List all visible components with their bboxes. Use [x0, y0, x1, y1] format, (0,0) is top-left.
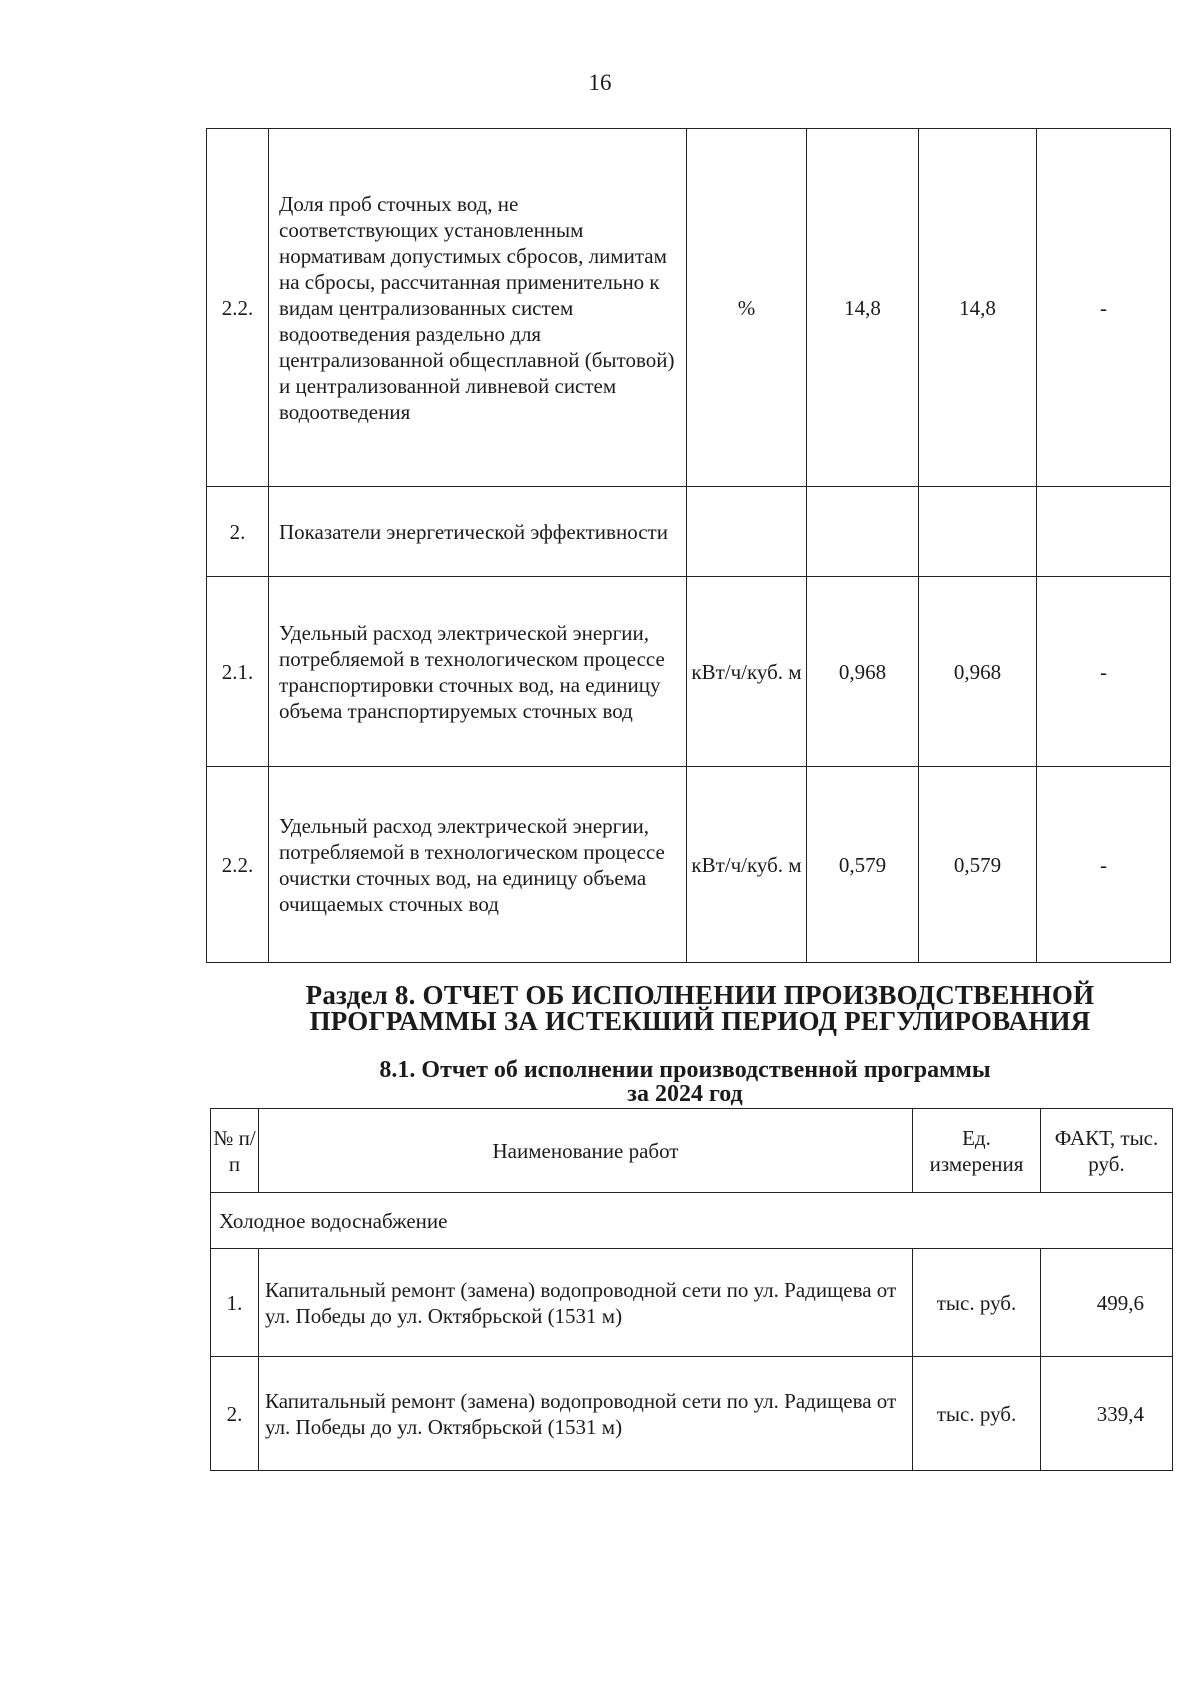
work-name: Капитальный ремонт (замена) водопроводной сети по ул. Радищева от ул. Победы до ул. Октябрьской (1531 м)	[259, 1357, 913, 1471]
indicator-plan-value: 14,8	[807, 129, 919, 487]
table-header-row	[211, 1109, 1173, 1193]
indicator-unit	[687, 487, 807, 577]
section-title-line-1: Раздел 8. ОТЧЕТ ОБ ИСПОЛНЕНИИ ПРОИЗВОДСТВЕННОЙ	[305, 980, 1095, 1010]
page-number: 16	[588, 70, 612, 95]
indicator-number: 2.1.	[207, 577, 269, 767]
indicator-deviation	[1037, 487, 1171, 577]
group-label: Холодное водоснабжение	[211, 1193, 1173, 1249]
indicator-number: 2.2.	[207, 129, 269, 487]
table-row	[207, 487, 1171, 577]
table-row	[207, 577, 1171, 767]
work-number: 1.	[211, 1249, 259, 1357]
indicator-number: 2.	[207, 487, 269, 577]
indicator-deviation: -	[1037, 767, 1171, 963]
indicator-deviation: -	[1037, 577, 1171, 767]
table-row	[207, 129, 1171, 487]
section-title-line-2: ПРОГРАММЫ ЗА ИСТЕКШИЙ ПЕРИОД РЕГУЛИРОВАНИЯ	[309, 1006, 1091, 1036]
indicator-fact-value	[919, 487, 1037, 577]
indicator-fact-value: 0,579	[919, 767, 1037, 963]
section-title	[270, 982, 1130, 1034]
subsection-title-line-1: 8.1. Отчет об исполнении производственной программы	[379, 1057, 991, 1083]
indicator-unit: кВт/ч/куб. м	[687, 767, 807, 963]
work-fact: 499,6	[1041, 1249, 1173, 1357]
table-row	[207, 767, 1171, 963]
header-number: № п/п	[211, 1109, 259, 1193]
work-fact: 339,4	[1041, 1357, 1173, 1471]
indicator-unit: %	[687, 129, 807, 487]
indicator-name: Удельный расход электрической энергии, потребляемой в технологическом процессе очистки сточных вод, на единицу объема очищаемых сточных вод	[269, 767, 687, 963]
works-table	[210, 1108, 1173, 1471]
indicator-deviation: -	[1037, 129, 1171, 487]
indicator-name: Показатели энергетической эффективности	[269, 487, 687, 577]
group-row	[211, 1193, 1173, 1249]
indicator-name: Доля проб сточных вод, не соответствующих установленным нормативам допустимых сбросов, лимитам на сбросы, рассчитанная применительно к видам централизованных систем водоотведения раздельно для централизованной общесплавной (бытовой) и централизованной ливневой систем водоотведения	[269, 129, 687, 487]
header-fact: ФАКТ, тыс. руб.	[1041, 1109, 1173, 1193]
work-unit: тыс. руб.	[913, 1357, 1041, 1471]
indicator-unit: кВт/ч/куб. м	[687, 577, 807, 767]
table-row	[211, 1249, 1173, 1357]
work-number: 2.	[211, 1357, 259, 1471]
header-unit: Ед. измерения	[913, 1109, 1041, 1193]
subsection-title-line-2: за 2024 год	[627, 1081, 743, 1107]
indicator-plan-value	[807, 487, 919, 577]
indicators-table	[206, 128, 1171, 963]
indicator-number: 2.2.	[207, 767, 269, 963]
indicator-plan-value: 0,968	[807, 577, 919, 767]
header-name: Наименование работ	[259, 1109, 913, 1193]
indicator-fact-value: 0,968	[919, 577, 1037, 767]
indicator-name: Удельный расход электрической энергии, потребляемой в технологическом процессе транспортировки сточных вод, на единицу объема транспортируемых сточных вод	[269, 577, 687, 767]
table-row	[211, 1357, 1173, 1471]
work-unit: тыс. руб.	[913, 1249, 1041, 1357]
subsection-title	[300, 1058, 1070, 1106]
work-name: Капитальный ремонт (замена) водопроводной сети по ул. Радищева от ул. Победы до ул. Октябрьской (1531 м)	[259, 1249, 913, 1357]
indicator-fact-value: 14,8	[919, 129, 1037, 487]
indicator-plan-value: 0,579	[807, 767, 919, 963]
